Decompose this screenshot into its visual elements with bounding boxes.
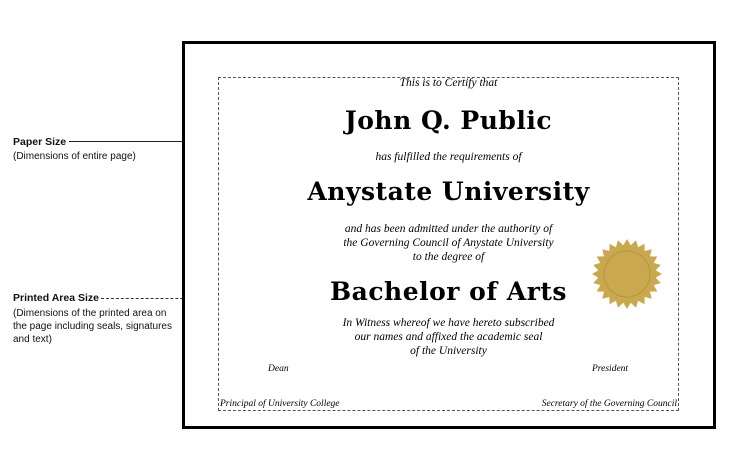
gold-seal-icon xyxy=(591,238,663,310)
signature-principal: Principal of University College xyxy=(220,399,340,409)
paper-size-label: Paper Size xyxy=(13,136,67,148)
printed-area-size-description: (Dimensions of the printed area on the page including seals, signatures and text) xyxy=(13,308,172,345)
university-name: Anystate University xyxy=(307,177,590,206)
seal-starburst xyxy=(592,239,662,309)
admitted-line-3: to the degree of xyxy=(412,251,485,263)
admitted-line-1: and has been admitted under the authority of xyxy=(344,223,553,235)
signature-president: President xyxy=(592,364,629,374)
signature-secretary: Secretary of the Governing Council xyxy=(541,399,677,409)
degree-name: Bachelor of Arts xyxy=(329,277,567,306)
paper-size-leader-line xyxy=(69,141,183,142)
signature-dean: Dean xyxy=(268,364,289,374)
admitted-line-2: the Governing Council of Anystate University xyxy=(343,237,554,249)
fulfilled-text: has fulfilled the requirements of xyxy=(375,151,522,163)
recipient-name: John Q. Public xyxy=(344,106,553,135)
witness-line-1: In Witness whereof we have hereto subscribed xyxy=(342,317,555,329)
witness-line-3: of the University xyxy=(410,345,487,357)
paper-size-description: (Dimensions of entire page) xyxy=(13,151,136,162)
printed-area-size-label: Printed Area Size xyxy=(13,292,99,304)
certify-intro: This is to Certify that xyxy=(399,77,498,89)
witness-line-2: our names and affixed the academic seal xyxy=(354,331,543,343)
